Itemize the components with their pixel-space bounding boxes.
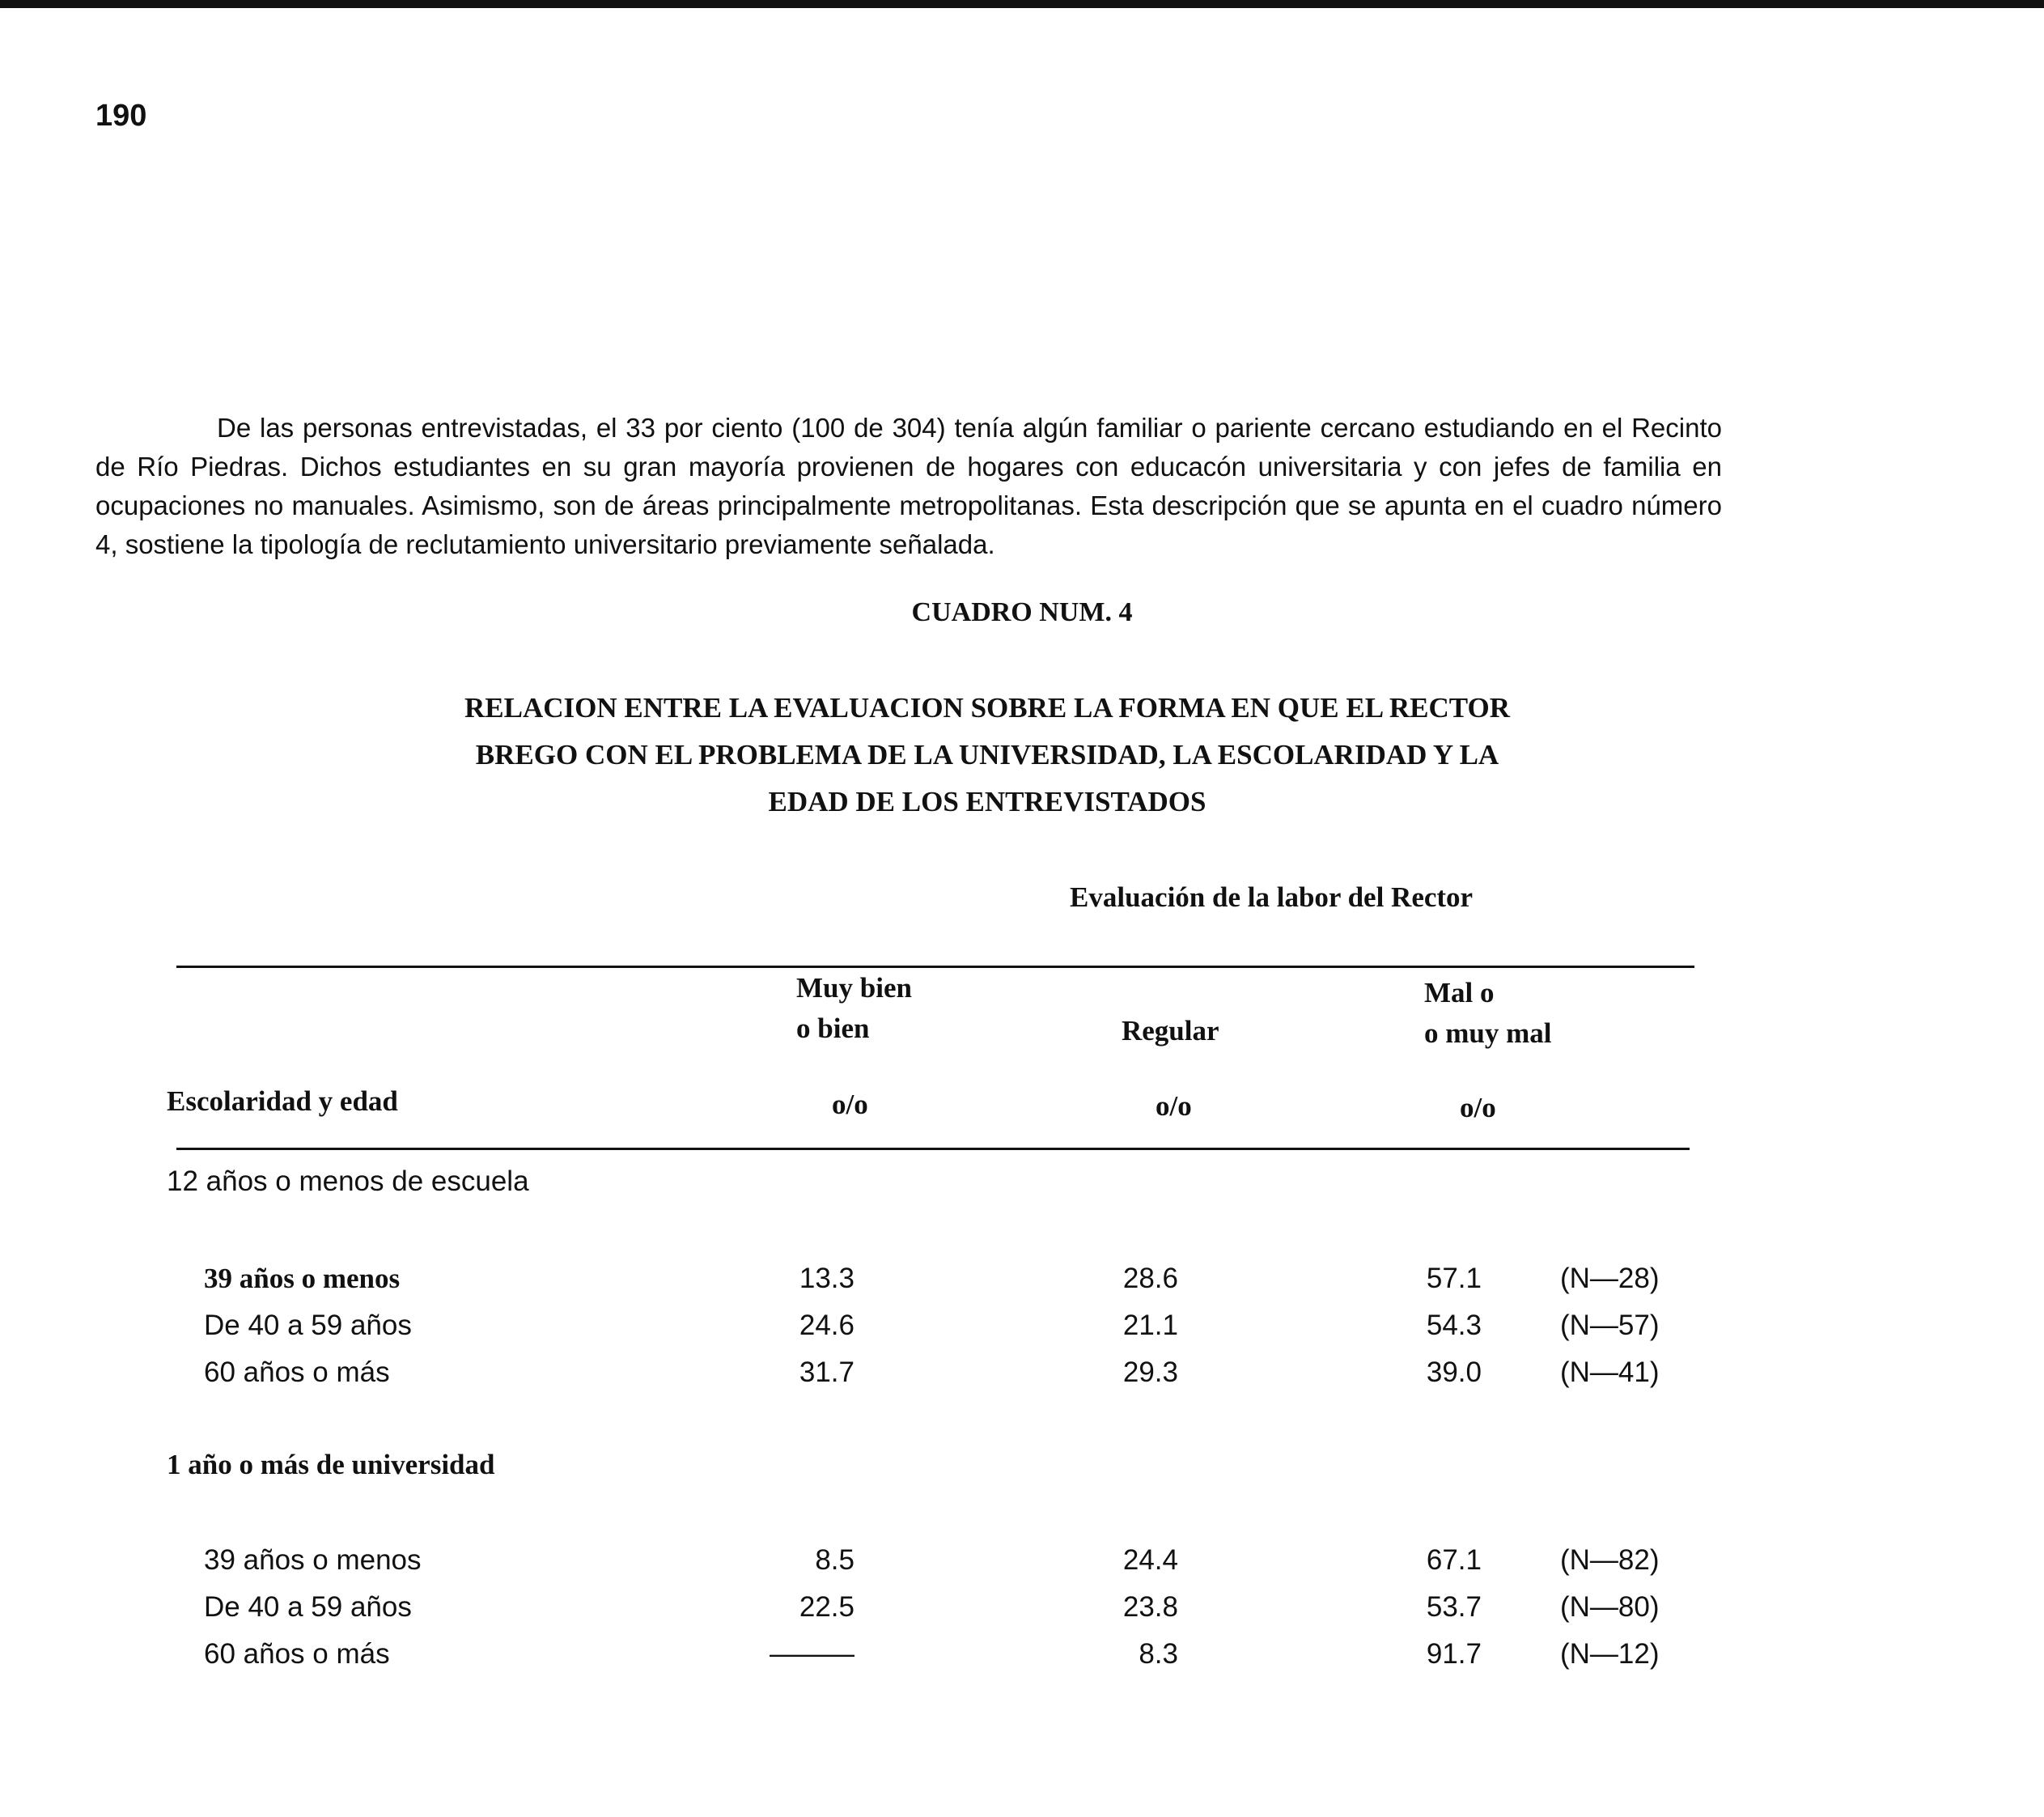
- value-regular: 23.8: [1122, 1591, 1178, 1623]
- value-muy-bien: 24.6: [799, 1310, 854, 1341]
- value-n: (N—41): [1560, 1356, 1660, 1388]
- column-header-line: o bien: [796, 1013, 870, 1044]
- top-border-rule: [0, 0, 2044, 8]
- group-label: 1 año o más de universidad: [167, 1449, 495, 1480]
- table-top-rule: [176, 966, 1694, 968]
- row-label: 60 años o más: [204, 1356, 390, 1388]
- value-muy-bien: 13.3: [799, 1263, 854, 1294]
- value-n: (N—80): [1560, 1591, 1660, 1623]
- table-title-line: EDAD DE LOS ENTREVISTADOS: [768, 786, 1206, 817]
- value-n: (N—57): [1560, 1310, 1660, 1341]
- column-spanner-heading: Evaluación de la labor del Rector: [1070, 881, 1474, 913]
- column-header-regular: Regular: [1122, 1015, 1219, 1046]
- column-header-line: Muy bien: [796, 972, 912, 1004]
- value-regular: 28.6: [1122, 1263, 1178, 1294]
- column-header-line: Mal o: [1424, 977, 1495, 1008]
- value-mal: 67.1: [1426, 1544, 1482, 1576]
- column-unit: o/o: [832, 1089, 868, 1120]
- table-row: [0, 1259, 2044, 1299]
- column-unit: o/o: [1156, 1090, 1192, 1122]
- value-mal: 53.7: [1426, 1591, 1482, 1623]
- table-row: [0, 1540, 2044, 1581]
- value-regular: 8.3: [1139, 1638, 1178, 1670]
- row-label: 39 años o menos: [204, 1544, 422, 1576]
- table-title: [340, 685, 1635, 826]
- table-number: CUADRO NUM. 4: [911, 597, 1133, 627]
- group-label: 12 años o menos de escuela: [167, 1165, 529, 1197]
- value-regular: 24.4: [1122, 1544, 1178, 1576]
- value-n: (N—82): [1560, 1544, 1660, 1576]
- table-title-line: RELACION ENTRE LA EVALUACION SOBRE LA FORMA EN QUE EL RECTOR: [464, 692, 1511, 724]
- row-label: 39 años o menos: [204, 1263, 401, 1294]
- value-n: (N—12): [1560, 1638, 1660, 1670]
- value-n: (N—28): [1560, 1263, 1660, 1294]
- value-mal: 39.0: [1426, 1356, 1482, 1388]
- column-unit: o/o: [1460, 1092, 1496, 1123]
- table-row: [0, 1305, 2044, 1346]
- column-header-muy-bien: [796, 968, 912, 1049]
- table-row: [0, 1587, 2044, 1628]
- value-mal: 57.1: [1426, 1263, 1482, 1294]
- row-label: De 40 a 59 años: [204, 1310, 412, 1341]
- value-muy-bien: ———: [770, 1638, 854, 1670]
- table-row: [0, 1352, 2044, 1393]
- column-header-mal: [1424, 973, 1552, 1054]
- stub-header: Escolaridad y edad: [167, 1085, 398, 1117]
- value-mal: 91.7: [1426, 1638, 1482, 1670]
- page-number: 190: [95, 99, 147, 133]
- value-regular: 21.1: [1122, 1310, 1178, 1341]
- column-header-line: o muy mal: [1424, 1017, 1552, 1049]
- intro-paragraph: De las personas entrevistadas, el 33 por ciento (100 de 304) tenía algún familiar o pariente cercano estudiando en el Recinto de Río Piedras. Dichos estudiantes en su gran mayoría provienen de hogares con educacón universitaria y con jefes de familia en ocupaciones no manuales. Asimismo, son de áreas principalmente metropolitanas. Esta descripción que se apunta en el cuadro número 4, sostiene la tipología de reclutamiento universitario previamente señalada.: [95, 413, 1722, 559]
- value-muy-bien: 22.5: [799, 1591, 854, 1623]
- value-mal: 54.3: [1426, 1310, 1482, 1341]
- value-regular: 29.3: [1122, 1356, 1178, 1388]
- table-header-rule: [176, 1148, 1690, 1150]
- table-row: [0, 1634, 2044, 1675]
- row-label: 60 años o más: [204, 1638, 390, 1670]
- value-muy-bien: 31.7: [799, 1356, 854, 1388]
- table-title-line: BREGO CON EL PROBLEMA DE LA UNIVERSIDAD, LA ESCOLARIDAD Y LA: [475, 739, 1499, 771]
- value-muy-bien: 8.5: [815, 1544, 854, 1576]
- row-label: De 40 a 59 años: [204, 1591, 412, 1623]
